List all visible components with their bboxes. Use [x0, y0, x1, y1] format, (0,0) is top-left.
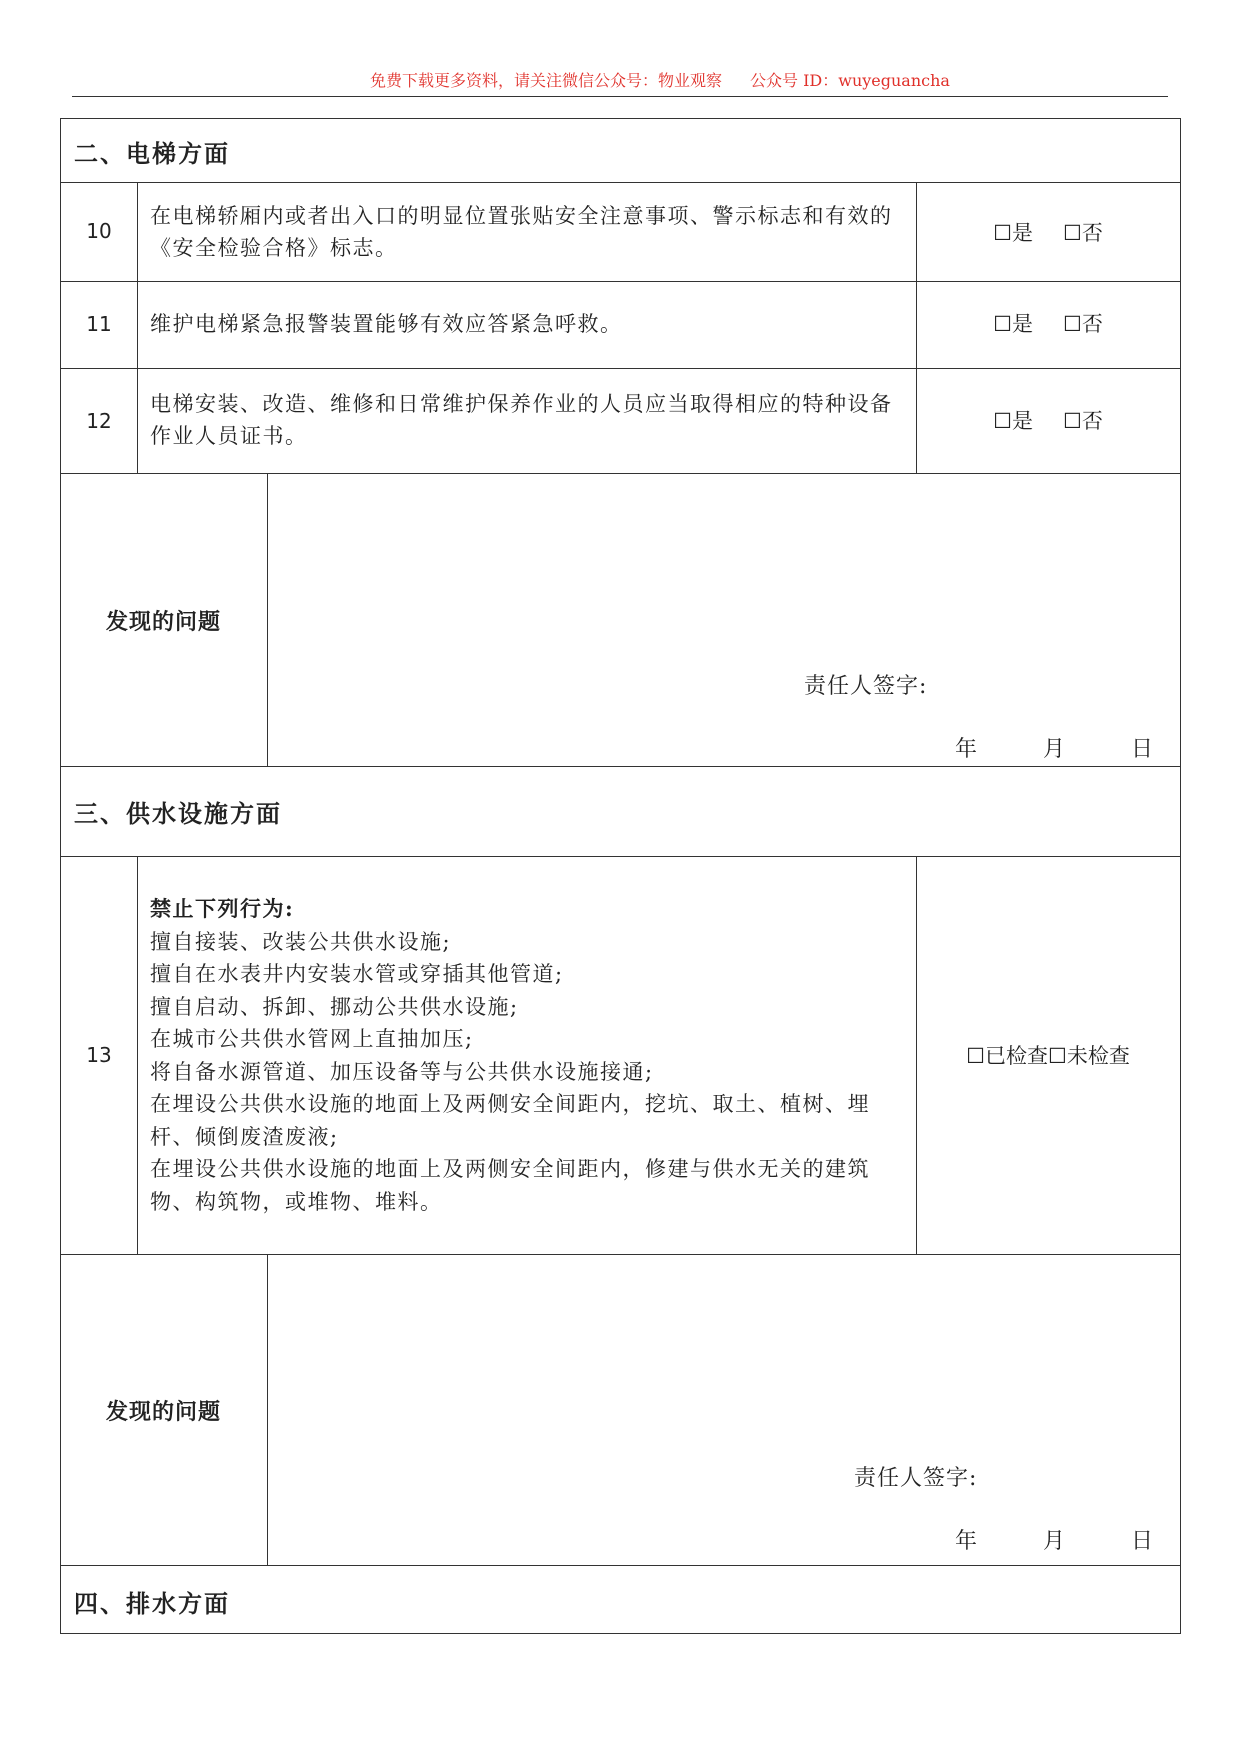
- header-promo-text: 免费下载更多资料，请关注微信公众号：物业观察: [370, 71, 723, 90]
- yes-no-checkbox[interactable]: [916, 308, 1180, 338]
- header-id-text: 公众号 ID：wuyeguancha: [750, 71, 950, 90]
- issues-label: 发现的问题: [105, 1399, 221, 1425]
- row-divider: [60, 473, 1181, 474]
- prohibition-item: 在城市公共供水管网上直抽加压;: [150, 1027, 474, 1051]
- date-month: 月: [1043, 1529, 1066, 1554]
- issues-label: 发现的问题: [105, 609, 221, 635]
- item-number: 11: [86, 312, 112, 336]
- date-line: [0, 1524, 1240, 1554]
- row-divider: [60, 182, 1181, 183]
- section-title-drainage: 四、排水方面: [74, 1589, 230, 1618]
- section-title-elevator: 二、电梯方面: [74, 139, 230, 168]
- col-divider: [267, 1254, 268, 1565]
- date-year: 年: [955, 1529, 978, 1554]
- item-number: 10: [86, 219, 112, 243]
- item-number: 13: [86, 1043, 112, 1067]
- col-divider: [267, 473, 268, 766]
- item-description: 电梯安装、改造、维修和日常维护保养作业的人员应当取得相应的特种设备作业人员证书。: [150, 392, 893, 448]
- yes-no-checkbox[interactable]: [916, 217, 1180, 247]
- row-divider: [60, 368, 1181, 369]
- prohibition-item: 在埋设公共供水设施的地面上及两侧安全间距内，修建与供水无关的建筑物、构筑物，或堆物、堆料。: [150, 1157, 870, 1214]
- date-year: 年: [955, 737, 978, 762]
- date-day: 日: [1131, 1529, 1154, 1554]
- row-divider: [60, 1565, 1181, 1566]
- checkbox-yes[interactable]: ☐是: [993, 221, 1033, 245]
- prohibition-item: 在埋设公共供水设施的地面上及两侧安全间距内，挖坑、取土、植树、埋杆、倾倒废渣废液;: [150, 1092, 870, 1149]
- item-description: [150, 893, 910, 1218]
- checkbox-yes[interactable]: ☐是: [993, 409, 1033, 433]
- checkbox-yes[interactable]: ☐是: [993, 312, 1033, 336]
- prohibition-item: 擅自在水表井内安装水管或穿插其他管道;: [150, 962, 564, 986]
- row-divider: [60, 856, 1181, 857]
- checkbox-no[interactable]: ☐否: [1063, 312, 1103, 336]
- row-divider: [60, 281, 1181, 282]
- checkbox-no[interactable]: ☐否: [1063, 221, 1103, 245]
- checked-unchecked-checkbox[interactable]: ☐已检查☐未检查: [966, 1044, 1130, 1068]
- prohibition-item: 将自备水源管道、加压设备等与公共供水设施接通;: [150, 1059, 654, 1084]
- yes-no-checkbox[interactable]: [916, 405, 1180, 435]
- section-title-water-supply: 三、供水设施方面: [74, 799, 282, 828]
- header-notice: [370, 68, 950, 91]
- item-description: 在电梯轿厢内或者出入口的明显位置张贴安全注意事项、警示标志和有效的《安全检验合格》标志。: [150, 204, 893, 260]
- checkbox-no[interactable]: ☐否: [1063, 409, 1103, 433]
- item-number: 12: [86, 409, 112, 433]
- prohibition-item: 擅自启动、拆卸、挪动公共供水设施;: [150, 994, 519, 1019]
- page-header: [72, 66, 1168, 97]
- date-line: [0, 732, 1240, 762]
- row-divider: [60, 1254, 1181, 1255]
- signature-label: 责任人签字:: [804, 674, 928, 699]
- prohibition-item: 擅自接装、改装公共供水设施;: [150, 929, 452, 954]
- signature-label: 责任人签字:: [854, 1466, 978, 1491]
- item-description: 维护电梯紧急报警装置能够有效应答紧急呼救。: [150, 312, 623, 336]
- date-month: 月: [1043, 737, 1066, 762]
- row-divider: [60, 766, 1181, 767]
- date-day: 日: [1131, 737, 1154, 762]
- prohibition-title: 禁止下列行为:: [150, 896, 295, 921]
